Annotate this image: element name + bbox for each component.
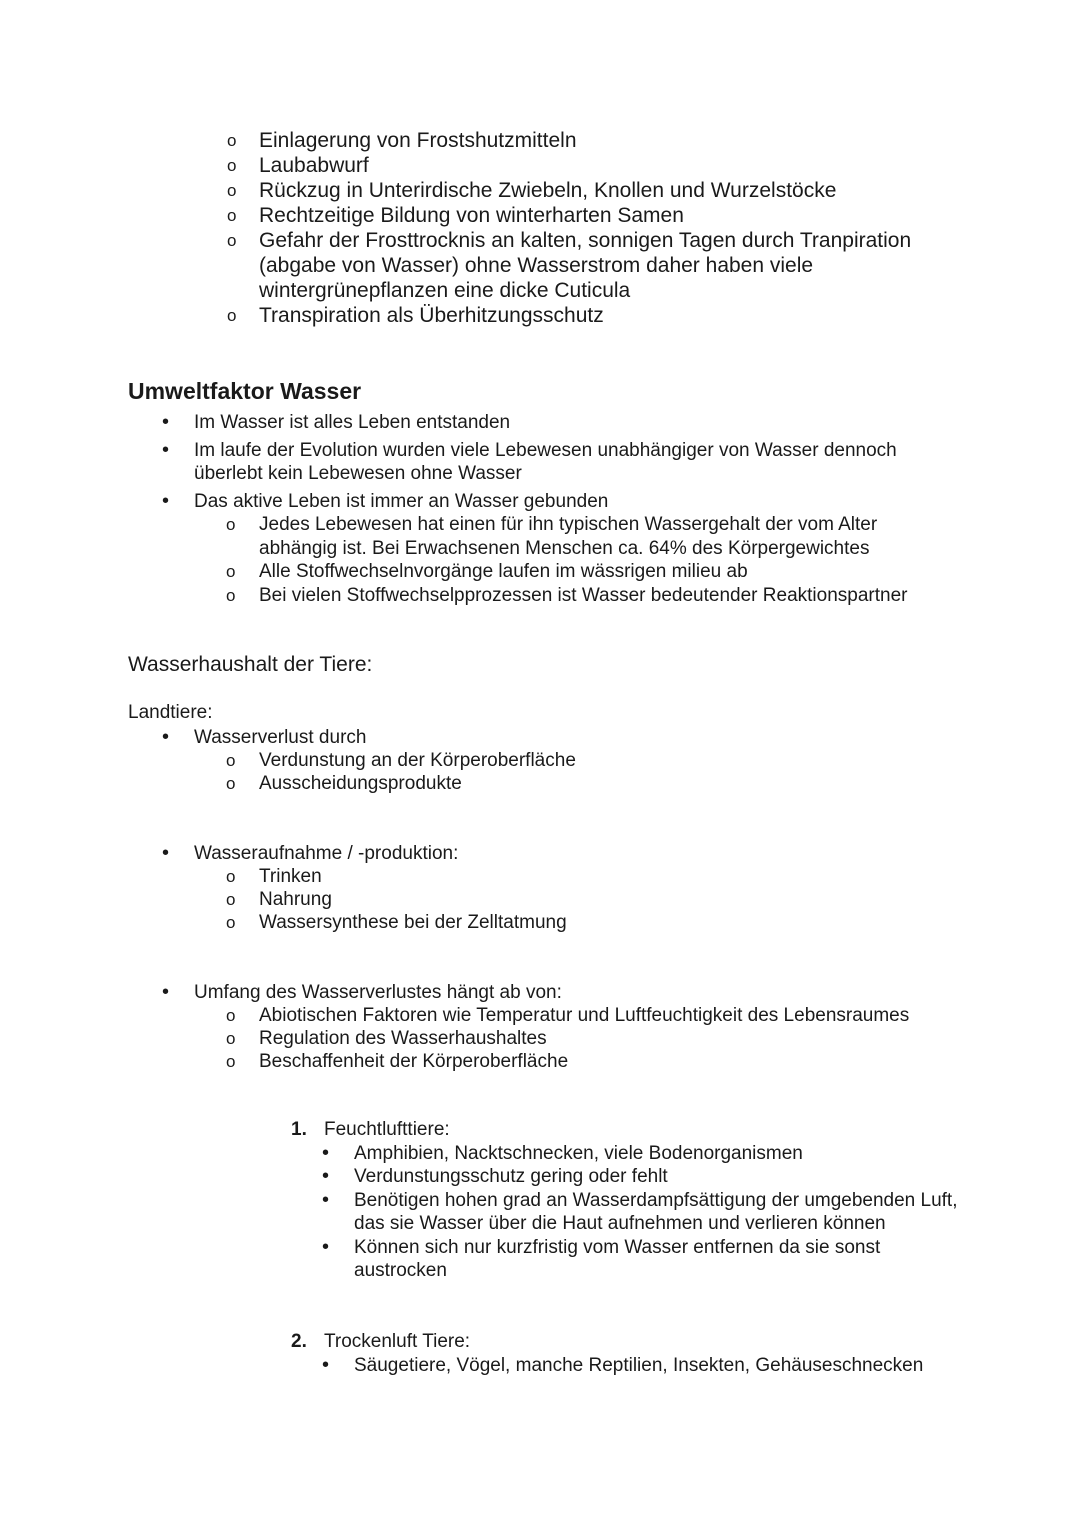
list-item: o Regulation des Wasserhaushaltes xyxy=(226,1028,547,1049)
bullet-dot-icon: • xyxy=(322,1165,330,1187)
circle-bullet-icon: o xyxy=(226,751,236,770)
list-item: • Umfang des Wasserverlustes hängt ab von: o Abiotischen Faktoren wie Temperatur und Luftfeuchtigkeit des Lebensraumes o Regulation des Wasserhaushaltes o Beschaffenheit der Körperoberfläche xyxy=(194,981,974,1073)
water-intake-section xyxy=(162,842,974,934)
bullet-dot-icon: • xyxy=(162,842,170,864)
bullet-dot-icon: • xyxy=(322,1188,330,1211)
list-item: • Können sich nur kurzfristig vom Wasser entfernen da sie sonst austrocken xyxy=(322,1235,881,1281)
list-item: o Alle Stoffwechselnvorgänge laufen im wässrigen milieu ab xyxy=(226,561,748,582)
list-item: o Bei vielen Stoffwechselpprozessen ist Wasser bedeutender Reaktionspartner xyxy=(226,584,908,606)
list-item: o Rechtzeitige Bildung von winterharten Samen xyxy=(227,204,684,227)
list-item: o Transpiration als Überhitzungsschutz xyxy=(227,304,604,327)
circle-bullet-icon: o xyxy=(227,156,237,175)
circle-bullet-icon: o xyxy=(226,515,236,534)
list-item: • Im laufe der Evolution wurden viele Lebewesen unabhängiger von Wasser dennoch überlebt kein Lebewesen ohne Wasser xyxy=(162,439,897,484)
circle-bullet-icon: o xyxy=(226,1006,236,1025)
numbered-heading: 1. Feuchtlufttiere: xyxy=(291,1119,450,1140)
list-item: • Amphibien, Nacktschnecken, viele Bodenorganismen xyxy=(322,1141,803,1164)
sub-list xyxy=(226,1004,974,1073)
list-item: • Wasserverlust durch o Verdunstung an der Körperoberfläche o Ausscheidungsprodukte xyxy=(194,726,974,795)
list-item: o Rückzug in Unterirdische Zwiebeln, Knollen und Wurzelstöcke xyxy=(227,179,837,202)
bullet-dot-icon: • xyxy=(162,726,170,748)
sub-list xyxy=(226,749,974,795)
bullet-dot-icon: • xyxy=(162,439,170,461)
sub-list xyxy=(226,865,974,934)
list-item: o Beschaffenheit der Körperoberfläche xyxy=(226,1051,569,1072)
list-item: • Im Wasser ist alles Leben entstanden xyxy=(162,411,511,433)
circle-bullet-icon: o xyxy=(226,913,236,932)
bullet-dot-icon: • xyxy=(162,981,170,1003)
numbered-heading: 2. Trockenluft Tiere: xyxy=(291,1331,471,1352)
bullet-dot-icon: • xyxy=(162,411,170,433)
list-item: o Verdunstung an der Körperoberfläche xyxy=(226,750,576,771)
circle-bullet-icon: o xyxy=(226,585,236,605)
circle-bullet-icon: o xyxy=(227,206,237,225)
circle-bullet-icon: o xyxy=(226,1029,236,1048)
subheading: Wasserhaushalt der Tiere: xyxy=(128,653,373,676)
circle-bullet-icon: o xyxy=(226,867,236,886)
list-item: o Trinken xyxy=(226,866,322,887)
list-item: • Das aktive Leben ist immer an Wasser gebunden o Jedes Lebewesen hat einen für ihn typischen Wassergehalt der vom Alter abhängig ist. Bei Erwachsenen Menschen ca. 64% des Körpergewichtes o Alle Stoffwechselnvorgänge laufen im wässrigen milieu ab o Bei vielen Stoffwechselpprozessen ist Wasser bedeutender Reaktionspartner xyxy=(194,490,954,607)
list-item: o Wassersynthese bei der Zelltatmung xyxy=(226,912,567,933)
circle-bullet-icon: o xyxy=(226,890,236,909)
moist-air-animals-block xyxy=(291,1118,971,1283)
bullet-dot-icon: • xyxy=(322,1235,330,1258)
circle-bullet-icon: o xyxy=(226,562,236,581)
circle-bullet-icon: o xyxy=(227,181,237,200)
list-item: o Nahrung xyxy=(226,889,332,910)
list-item: • Säugetiere, Vögel, manche Reptilien, Insekten, Gehäuseschnecken xyxy=(322,1353,924,1376)
list-item: o Jedes Lebewesen hat einen für ihn typischen Wassergehalt der vom Alter abhängig ist. Bei Erwachsenen Menschen ca. 64% des Körpergewichtes xyxy=(226,514,878,559)
list-item: o Laubabwurf xyxy=(227,154,369,177)
list-item: o Einlagerung von Frostshutzmitteln xyxy=(227,129,577,152)
circle-bullet-icon: o xyxy=(226,774,236,793)
circle-bullet-icon: o xyxy=(227,306,237,325)
dry-air-animals-block xyxy=(291,1330,971,1377)
bullet-dot-icon: • xyxy=(322,1353,330,1376)
water-points-list xyxy=(162,411,954,612)
list-item: • Benötigen hohen grad an Wasserdampfsättigung der umgebenden Luft, das sie Wasser über die Haut aufnehmen und verlieren können xyxy=(322,1188,958,1234)
circle-bullet-icon: o xyxy=(226,1052,236,1071)
water-loss-section xyxy=(162,726,974,795)
list-item: o Abiotischen Faktoren wie Temperatur und Luftfeuchtigkeit des Lebensraumes xyxy=(226,1005,910,1026)
sub-list xyxy=(322,1353,971,1378)
sub-list xyxy=(322,1141,971,1283)
list-item: • Verdunstungsschutz gering oder fehlt xyxy=(322,1165,668,1187)
list-item: o Ausscheidungsprodukte xyxy=(226,773,462,794)
land-animals-label: Landtiere: xyxy=(128,702,213,723)
section-heading: Umweltfaktor Wasser xyxy=(128,378,362,404)
circle-bullet-icon: o xyxy=(227,231,237,250)
water-loss-extent-section xyxy=(162,981,974,1073)
sub-list xyxy=(226,513,954,607)
list-item: • Wasseraufnahme / -produktion: o Trinken o Nahrung o Wassersynthese bei der Zelltatmung xyxy=(194,842,974,934)
frost-protection-list xyxy=(227,128,959,328)
bullet-dot-icon: • xyxy=(322,1141,330,1164)
list-item: o Gefahr der Frosttrocknis an kalten, sonnigen Tagen durch Tranpiration (abgabe von Wasser) ohne Wasserstrom daher haben viele wintergrünepflanzen eine dicke Cuticula xyxy=(227,229,912,302)
bullet-dot-icon: • xyxy=(162,490,170,512)
circle-bullet-icon: o xyxy=(227,131,237,150)
